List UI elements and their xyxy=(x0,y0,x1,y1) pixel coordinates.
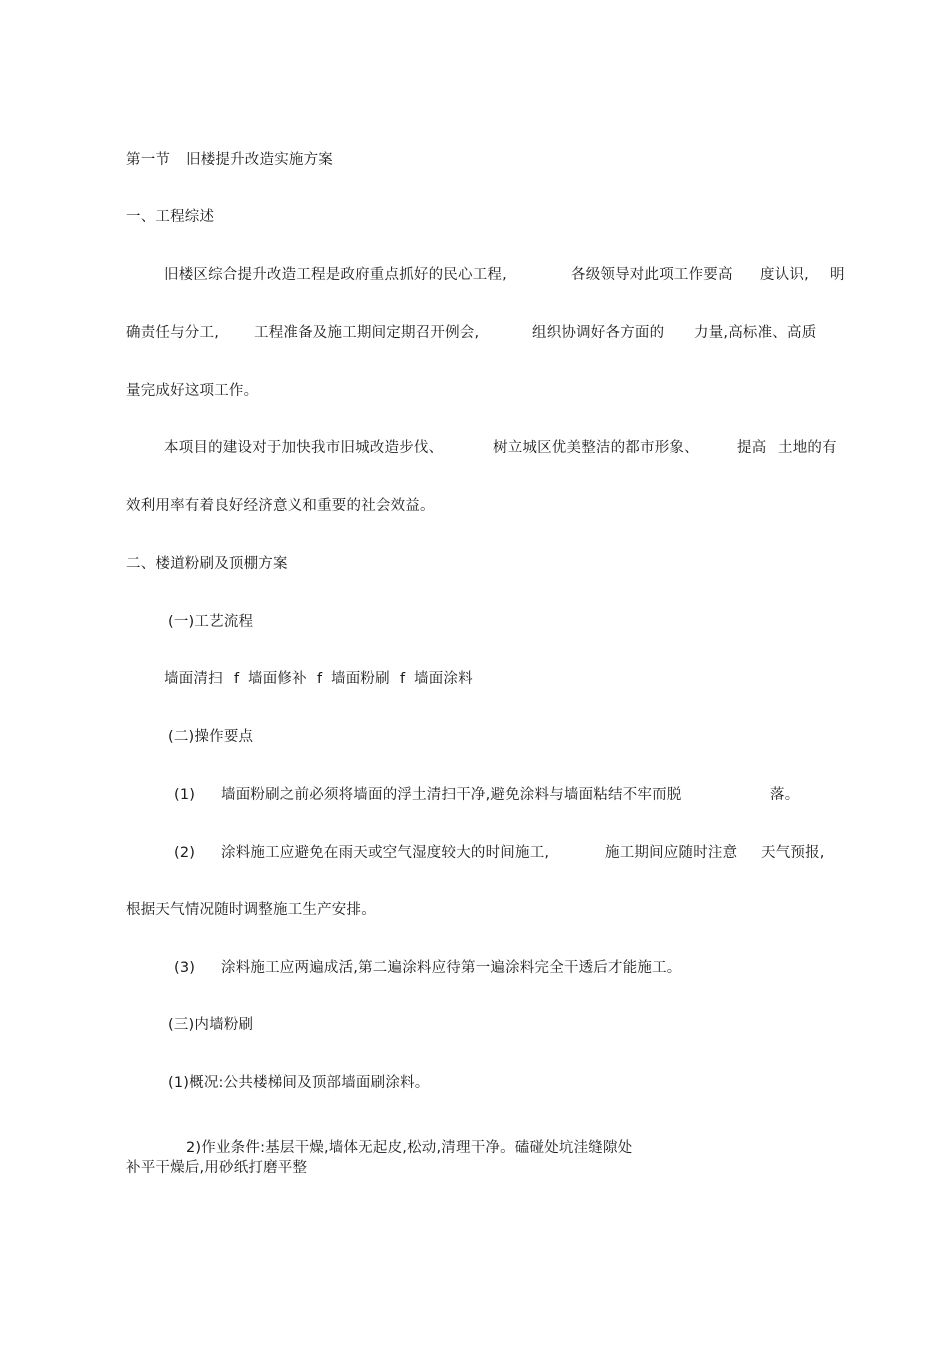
key-point-2 xyxy=(168,844,848,862)
para1-text: 确责任与分工, xyxy=(126,325,220,341)
subheading-key-points: (二)操作要点 xyxy=(168,729,254,745)
key-point-2-continued: 根据天气情况随时调整施工生产安排。 xyxy=(126,902,376,918)
subheading-interior-wall: (三)内墙粉刷 xyxy=(168,1017,254,1033)
key-point-text: 涂料施工应两遍成活,第二遍涂料应待第一遍涂料完全干透后才能施工。 xyxy=(221,960,682,976)
key-point-text: 施工期间应随时注意 xyxy=(605,845,738,861)
para2-text: 本项目的建设对于加快我市旧城改造步伐、 xyxy=(164,440,444,456)
para2-text: 提高 xyxy=(737,440,767,456)
process-flow xyxy=(164,670,484,688)
interior-wall-conditions-line1: 2)作业条件:基层干燥,墙体无起皮,松动,清理干净。磕碰处坑洼缝隙处 xyxy=(186,1140,633,1156)
para1-line1 xyxy=(126,266,866,284)
heading-overview: 一、工程综述 xyxy=(126,209,215,225)
key-point-text: 落。 xyxy=(770,787,800,803)
para1-line3: 量完成好这项工作。 xyxy=(126,383,259,399)
para2-line2: 效利用率有着良好经济意义和重要的社会效益。 xyxy=(126,498,435,514)
para1-text: 度认识, xyxy=(760,267,809,283)
para1-text: 旧楼区综合提升改造工程是政府重点抓好的民心工程, xyxy=(164,267,507,283)
flow-step: 墙面涂料 xyxy=(414,671,473,687)
flow-arrow: f xyxy=(234,671,240,687)
key-point-number: (3) xyxy=(174,960,196,976)
para1-text: 明 xyxy=(830,267,845,283)
flow-arrow: f xyxy=(400,671,406,687)
heading-stairwell-painting: 二、楼道粉刷及顶棚方案 xyxy=(126,556,288,572)
flow-step: 墙面清扫 xyxy=(164,671,223,687)
key-point-text: 墙面粉刷之前必须将墙面的浮土清扫干净,避免涂料与墙面粘结不牢而脱 xyxy=(221,787,682,803)
para1-text: 各级领导对此项工作要高 xyxy=(571,267,733,283)
key-point-number: (2) xyxy=(174,845,196,861)
flow-step: 墙面粉刷 xyxy=(331,671,390,687)
section-name: 旧楼提升改造实施方案 xyxy=(186,152,333,168)
interior-wall-overview: (1)概况:公共楼梯间及顶部墙面刷涂料。 xyxy=(168,1075,430,1091)
para1-text: 工程准备及施工期间定期召开例会, xyxy=(254,325,480,341)
key-point-text: 涂料施工应避免在雨天或空气湿度较大的时间施工, xyxy=(221,845,550,861)
interior-wall-conditions-line2: 补平干燥后,用砂纸打磨平整 xyxy=(126,1160,308,1176)
para1-line2 xyxy=(126,324,866,342)
para2-line1 xyxy=(126,439,866,457)
flow-arrow: f xyxy=(317,671,323,687)
para1-text: 力量,高标准、高质 xyxy=(694,325,817,341)
para1-text: 组织协调好各方面的 xyxy=(532,325,665,341)
para2-text: 土地的有 xyxy=(778,440,837,456)
flow-step: 墙面修补 xyxy=(248,671,307,687)
para2-text: 树立城区优美整洁的都市形象、 xyxy=(493,440,699,456)
key-point-1 xyxy=(168,786,808,804)
key-point-number: (1) xyxy=(174,787,196,803)
subheading-process-flow: (一)工艺流程 xyxy=(168,614,254,630)
key-point-text: 天气预报, xyxy=(761,845,825,861)
key-point-3 xyxy=(168,959,768,977)
section-number: 第一节 xyxy=(126,152,171,168)
